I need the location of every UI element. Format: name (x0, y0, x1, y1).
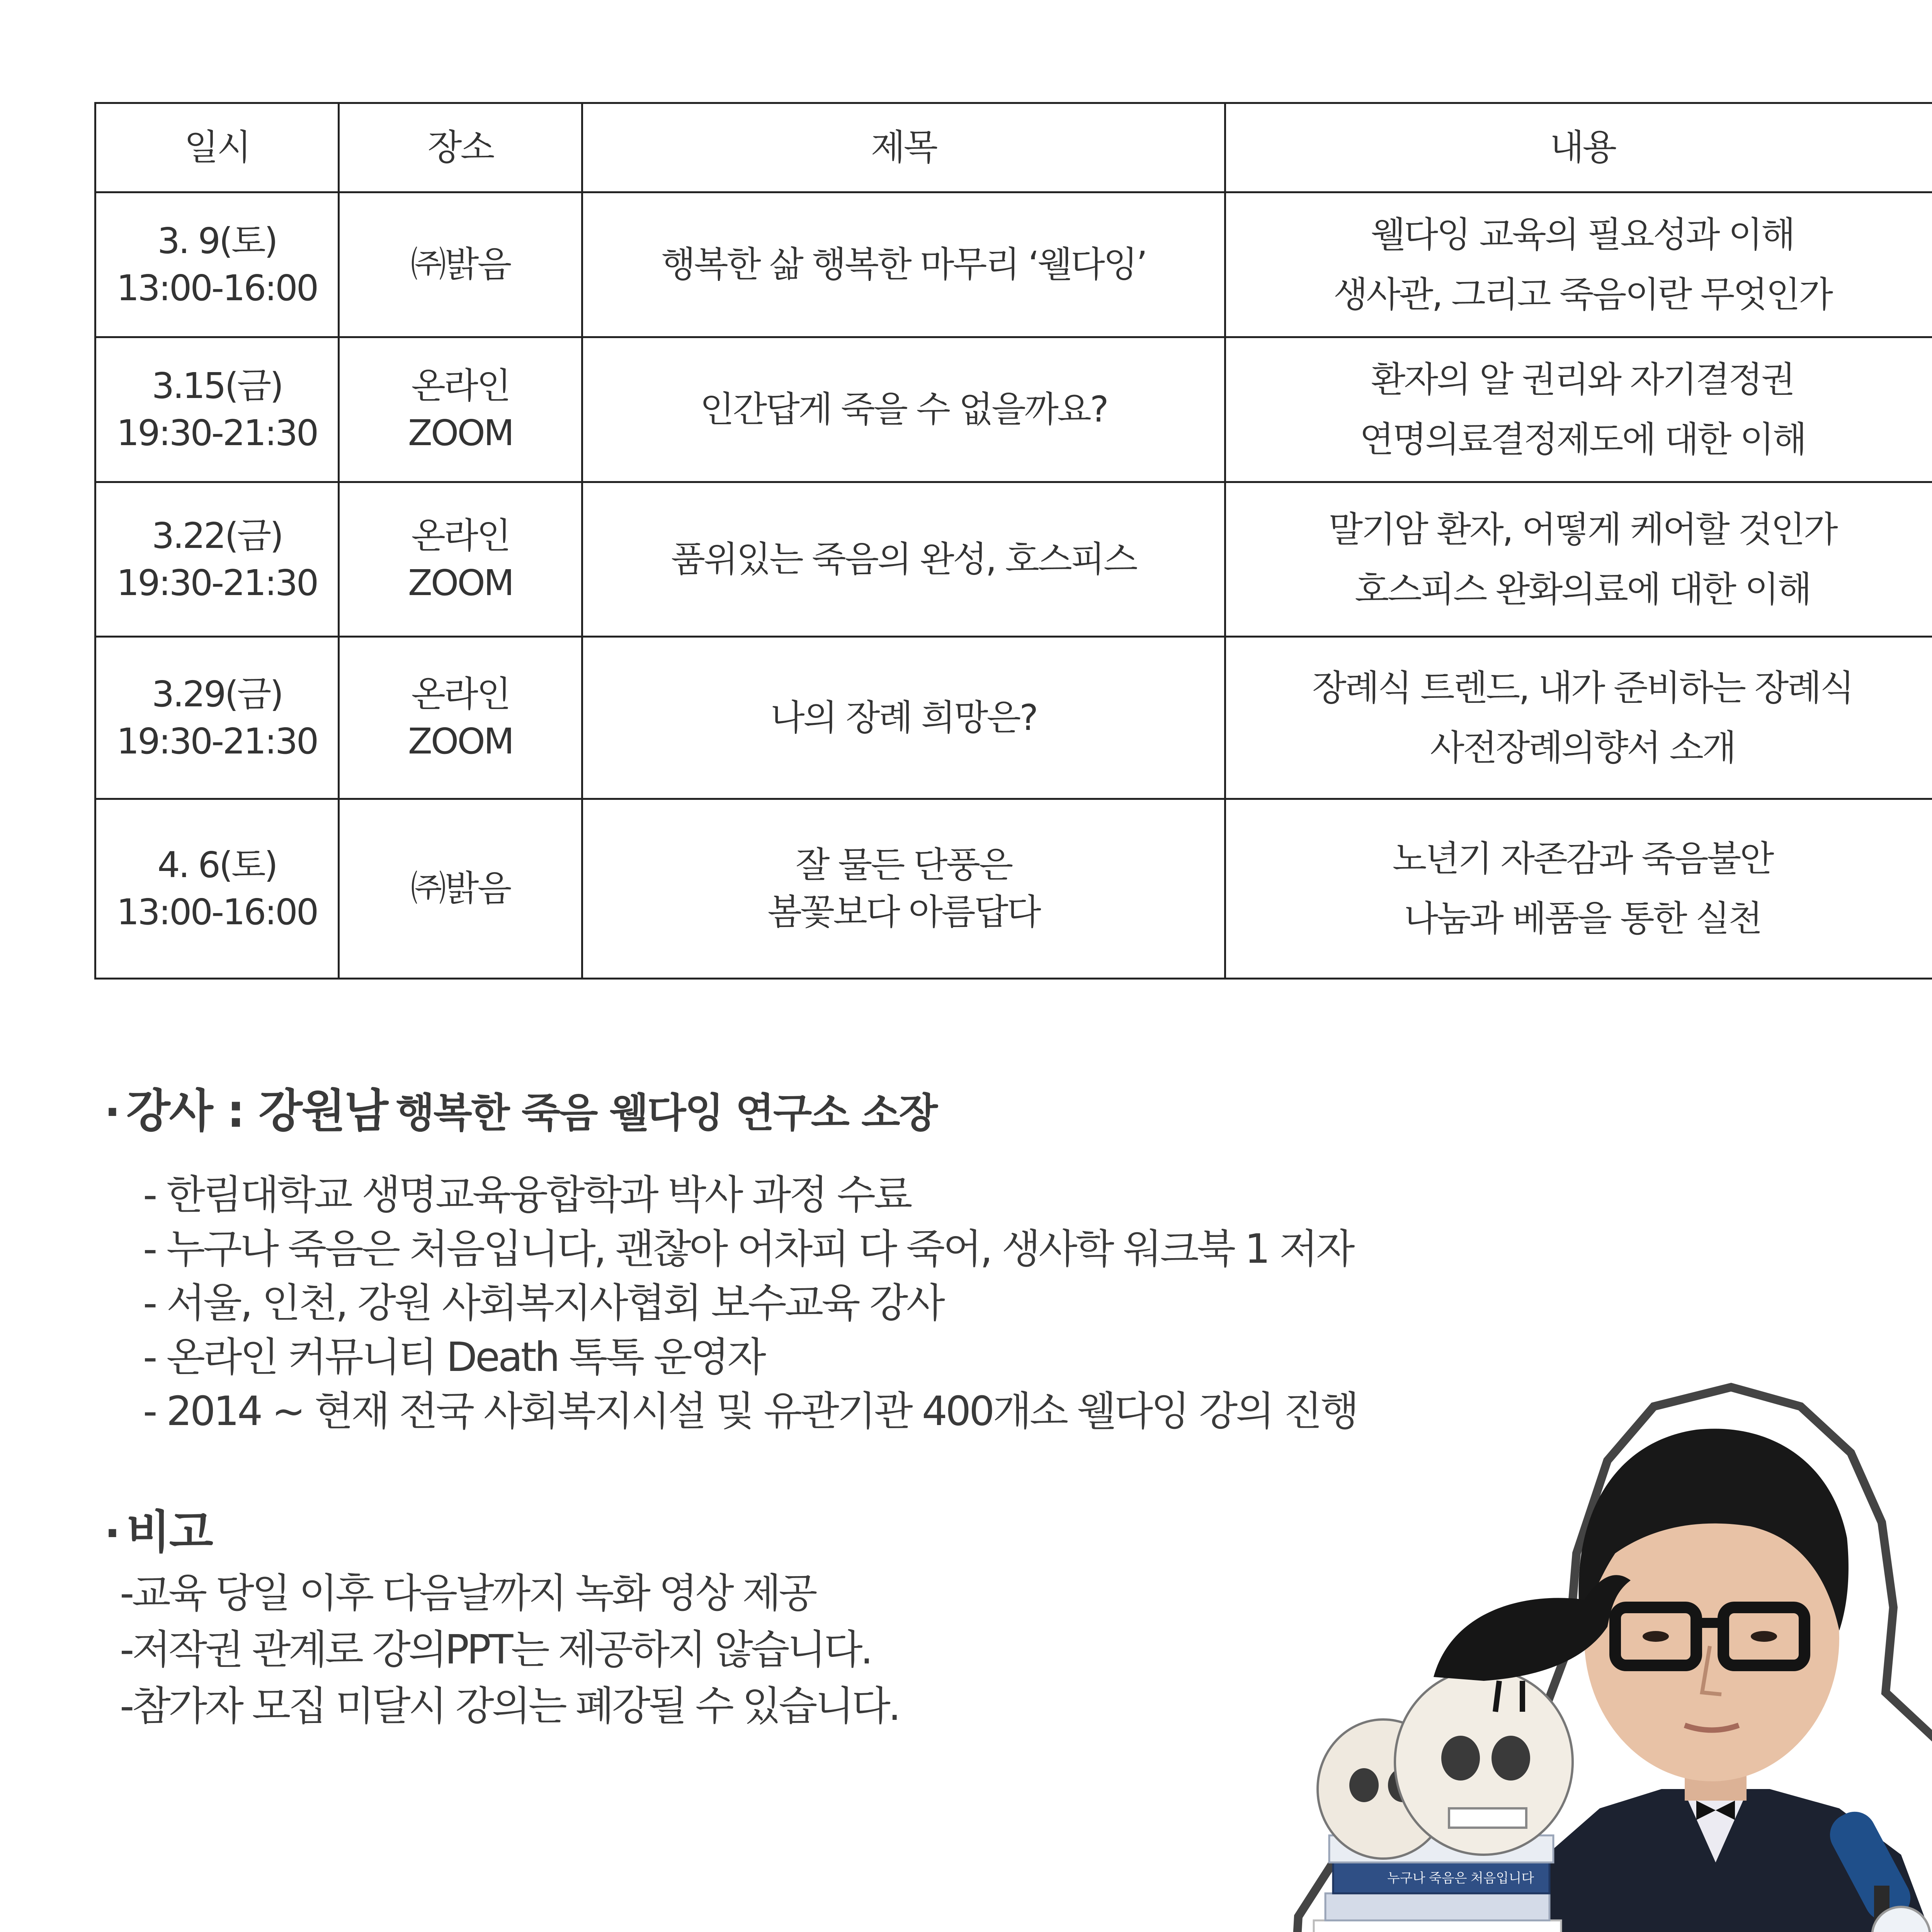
cell-date (95, 637, 339, 799)
content-text: 말기암 환자, 어떻게 케어할 것인가 (1328, 509, 1837, 550)
book (1314, 1920, 1561, 1932)
date-text: 3.29(금) (151, 673, 282, 715)
title-text: 행복한 삶 행복한 마무리 ‘웰다잉’ (661, 244, 1146, 285)
place-text: ㈜밝음 (410, 868, 510, 909)
cell-content (1225, 799, 1932, 979)
cell-content (1225, 192, 1932, 337)
notes-label: 비고 (126, 1505, 212, 1559)
cell-title (582, 337, 1225, 482)
table-row (95, 192, 1932, 337)
instructor-illustration (1267, 1260, 1932, 1932)
list-item: - 한림대학교 생명교육융합학과 박사 과정 수료 (143, 1171, 911, 1218)
skull-eye-socket (1492, 1736, 1530, 1781)
place-text: ZOOM (408, 562, 513, 604)
content-text: 호스피스 완화의료에 대한 이해 (1354, 568, 1811, 610)
time-text: 19:30-21:30 (116, 720, 318, 762)
table-row (95, 799, 1932, 979)
title-text: 나의 장례 희망은? (770, 697, 1037, 738)
skull-eye-socket (1441, 1736, 1480, 1781)
notes-section (104, 1495, 899, 1734)
place-text: 온라인 (411, 365, 510, 406)
list-item: -참가자 모집 미달시 강의는 폐강될 수 있습니다. (120, 1682, 899, 1730)
cell-title (582, 799, 1225, 979)
content-text: 사전장례의향서 소개 (1430, 727, 1735, 769)
title-text: 봄꽃보다 아름답다 (767, 891, 1040, 933)
book (1325, 1893, 1549, 1920)
list-item: -저작권 관계로 강의PPT는 제공하지 않습니다. (120, 1626, 871, 1673)
place-text: ㈜밝음 (410, 244, 510, 285)
bullet: · (104, 1087, 119, 1137)
header-title: 제목 (582, 103, 1225, 192)
cell-title (582, 192, 1225, 337)
list-item: - 누구나 죽음은 처음입니다, 괜찮아 어차피 다 죽어, 생사학 워크북 1 저자 (143, 1225, 1353, 1272)
left-eye (1643, 1631, 1669, 1642)
header-place: 장소 (339, 103, 582, 192)
title-text: 잘 물든 단풍은 (795, 844, 1012, 886)
notes-list (120, 1565, 899, 1734)
cell-place (339, 337, 582, 482)
date-text: 3.22(금) (151, 515, 282, 556)
list-item: - 온라인 커뮤니티 Death 톡톡 운영자 (143, 1333, 764, 1381)
cell-date (95, 192, 339, 337)
bullet: · (104, 1509, 119, 1558)
notes-heading (104, 1495, 899, 1561)
cell-title (582, 637, 1225, 799)
instructor-name: 강사 : 강원남 (126, 1084, 388, 1138)
cell-place (339, 799, 582, 979)
date-text: 3. 9(토) (157, 220, 277, 262)
content-text: 장례식 트렌드, 내가 준비하는 장례식 (1312, 667, 1853, 709)
right-eye (1751, 1631, 1777, 1642)
title-text: 품위있는 죽음의 완성, 호스피스 (671, 538, 1136, 580)
time-text: 13:00-16:00 (116, 267, 318, 309)
time-text: 19:30-21:30 (116, 562, 318, 604)
header-date: 일시 (95, 103, 339, 192)
place-text: 온라인 (411, 673, 510, 715)
cell-date (95, 337, 339, 482)
instructor-heading (104, 1074, 1357, 1140)
date-text: 4. 6(토) (157, 844, 277, 886)
book-label: 누구나 죽음은 처음입니다 (1387, 1871, 1534, 1886)
list-item: - 2014 ~ 현재 전국 사회복지시설 및 유관기관 400개소 웰다잉 강의 진행 (143, 1388, 1357, 1435)
cell-content (1225, 637, 1932, 799)
content-text: 노년기 자존감과 죽음불안 (1392, 838, 1773, 879)
crow-leg (1495, 1681, 1499, 1712)
title-text: 인간답게 죽을 수 없을까요? (700, 389, 1107, 430)
table-header-row (95, 103, 1932, 192)
time-text: 13:00-16:00 (116, 891, 318, 933)
cell-place (339, 637, 582, 799)
list-item: - 서울, 인천, 강원 사회복지사협회 보수교육 강사 (143, 1279, 943, 1327)
table-row (95, 637, 1932, 799)
instructor-section (104, 1074, 1357, 1438)
table-row (95, 337, 1932, 482)
cell-title (582, 482, 1225, 637)
cell-content (1225, 482, 1932, 637)
time-text: 19:30-21:30 (116, 412, 318, 454)
instructor-title: 행복한 죽음 웰다잉 연구소 소장 (396, 1089, 937, 1136)
content-text: 연명의료결정제도에 대한 이해 (1359, 419, 1806, 460)
table-row (95, 482, 1932, 637)
place-text: ZOOM (408, 720, 513, 762)
skull-teeth (1449, 1808, 1526, 1828)
place-text: 온라인 (411, 515, 510, 556)
cell-date (95, 482, 339, 637)
header-content: 내용 (1225, 103, 1932, 192)
instructor-credentials (143, 1168, 1357, 1438)
date-text: 3.15(금) (151, 365, 282, 406)
cell-content (1225, 337, 1932, 482)
cell-date (95, 799, 339, 979)
content-text: 생사관, 그리고 죽음이란 무엇인가 (1333, 274, 1832, 315)
schedule-table (94, 102, 1932, 980)
cell-place (339, 192, 582, 337)
content-text: 나눔과 베품을 통한 실천 (1404, 898, 1761, 939)
skull-eye-socket (1349, 1768, 1379, 1802)
content-text: 환자의 알 권리와 자기결정권 (1371, 359, 1794, 400)
cell-place (339, 482, 582, 637)
list-item: -교육 당일 이후 다음날까지 녹화 영상 제공 (120, 1570, 815, 1617)
content-text: 웰다잉 교육의 필요성과 이해 (1371, 214, 1794, 255)
place-text: ZOOM (408, 412, 513, 454)
